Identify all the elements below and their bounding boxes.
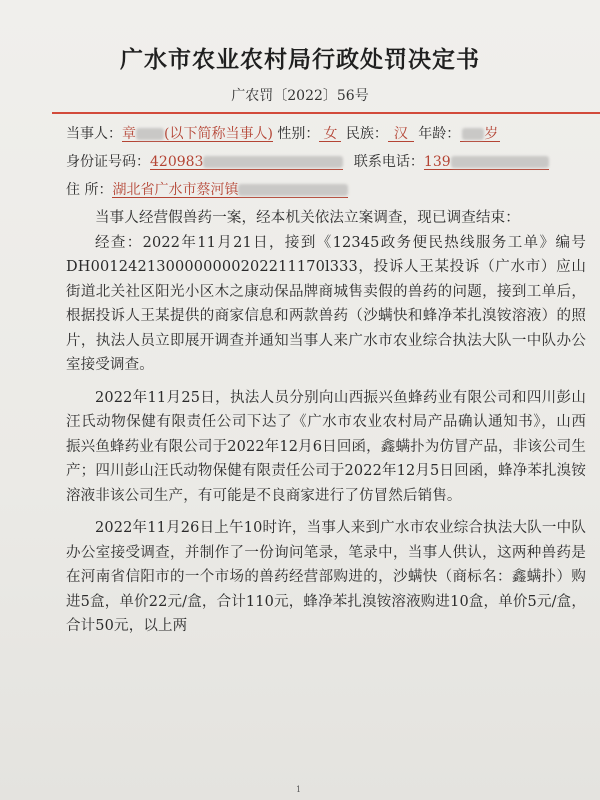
phone-value: 139: [423, 154, 451, 170]
address-value: 湖北省广水市蔡河镇: [112, 182, 239, 198]
redaction-age: [462, 128, 484, 140]
address-field: [112, 183, 348, 198]
id-label: 身份证号码：: [66, 154, 150, 170]
age-field: [460, 127, 500, 142]
ethnicity-value: 汉: [393, 126, 408, 142]
redaction-phone: [451, 156, 549, 168]
party-name-label: 当事人：: [66, 126, 122, 142]
document-number: 广农罚〔2022〕56号: [231, 88, 369, 104]
phone-label: 联系电话：: [353, 154, 424, 170]
party-name-value: 章: [122, 126, 136, 142]
age-unit: 岁: [484, 126, 499, 142]
party-name-note: (以下简称当事人): [164, 126, 273, 142]
body-paragraph-4: 2022年11月26日上午10时许，当事人来到广水市农业综合执法大队一中队办公室接受调查，并制作了一份询问笔录，笔录中，当事人供认，这两种兽药是在河南省信阳市的一个市场的兽药经营部购进的，沙螨快（商标名：鑫螨扑）购进5盒，单价22元/盒，合计110元，蜂净苯扎溴铵溶液购进10盒，单价5元/盒，合计50元，以上两: [66, 520, 586, 634]
header-rule: [52, 112, 600, 114]
page-number: 1: [296, 785, 302, 794]
age-label: 年龄：: [418, 126, 461, 142]
ethnicity-field: [388, 127, 414, 142]
gender-label: 性别：: [277, 126, 320, 142]
body-paragraph-2: 经查：2022年11月21日，接到《12345政务便民热线服务工单》编号DH0012421300000000202211170l333，投诉人王某投诉（广水市）应山街道北关社区阳光小区木之康动保品牌商城售卖假的兽药的问题，接到工单后，根据投诉人王某提供的商家信息和两款兽药（沙螨快和蜂净苯扎溴铵溶液）的照片，执法人员立即展开调查并通知当事人来广水市农业综合执法大队一中队办公室接受调查。: [66, 234, 586, 373]
id-field: [150, 155, 343, 170]
body-paragraph-1: 当事人经营假兽药一案，经本机关依法立案调查，现已调查结束：: [95, 210, 520, 226]
id-value: 420983: [150, 154, 204, 170]
gender-value: 女: [323, 126, 338, 142]
address-label: 住 所：: [66, 182, 113, 198]
redaction-id: [203, 156, 343, 168]
gender-field: [319, 127, 341, 142]
phone-field: [424, 155, 549, 170]
party-line-1: [66, 123, 500, 143]
party-name-field: [122, 127, 273, 142]
body-paragraph-3: 2022年11月25日，执法人员分别向山西振兴鱼蜂药业有限公司和四川彭山汪氏动物保健有限责任公司下达了《广水市农业农村局产品确认通知书》，山西振兴鱼蜂药业有限公司于2022年12月6日回函，鑫螨扑为仿冒产品，非该公司生产；四川彭山汪氏动物保健有限责任公司于2022年12月5日回函，蜂净苯扎溴铵溶液非该公司生产，有可能是不良商家进行了仿冒然后销售。: [66, 389, 586, 504]
party-line-3: [66, 179, 348, 199]
ethnicity-label: 民族：: [345, 126, 388, 142]
document-title: 广水市农业农村局行政处罚决定书: [120, 46, 480, 73]
redaction-name: [136, 128, 164, 140]
document-body: [66, 206, 586, 639]
redaction-address: [238, 184, 348, 196]
party-line-2: [66, 151, 549, 171]
